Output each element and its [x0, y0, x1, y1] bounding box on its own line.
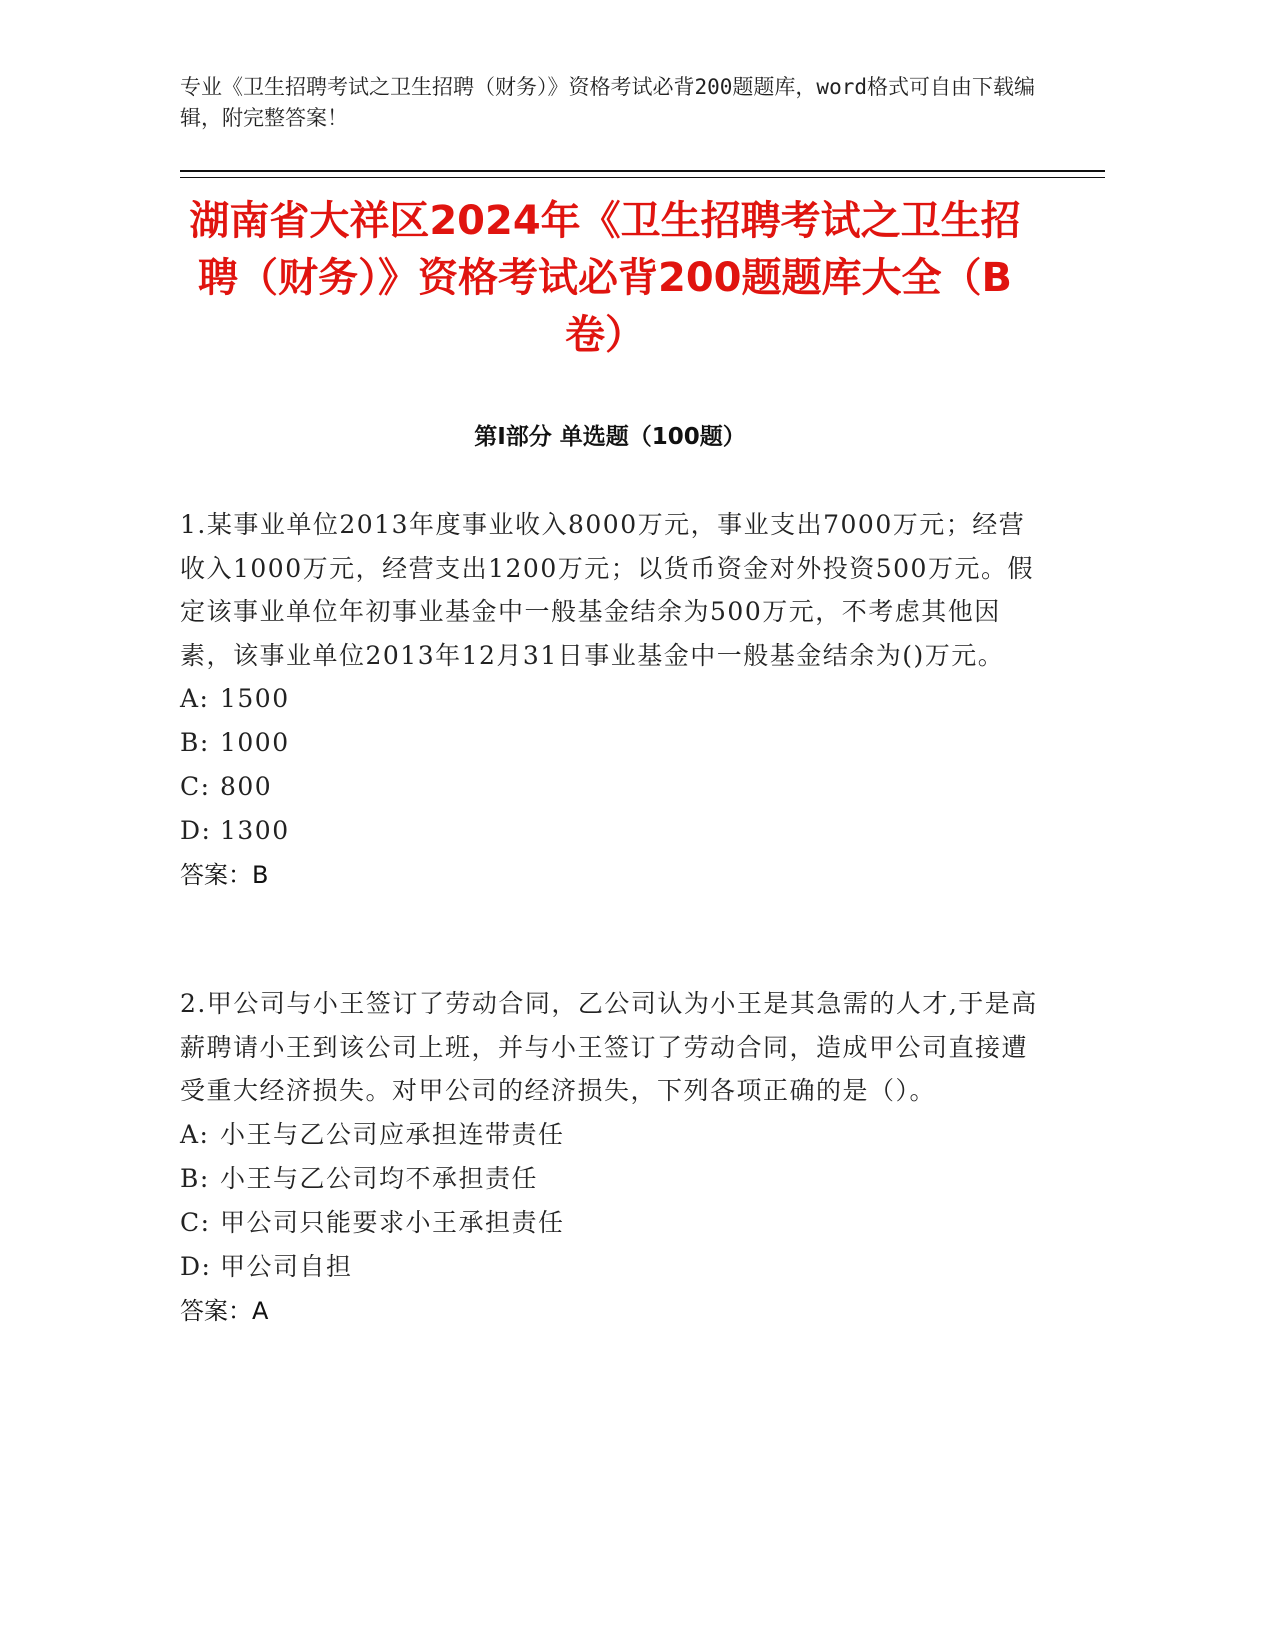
option-label: D:: [180, 816, 212, 845]
question-stem: 1.某事业单位2013年度事业收入8000万元，事业支出7000万元；经营收入1000万元，经营支出1200万元；以货币资金对外投资500万元。假定该事业单位年初事业基金中一般基金结余为500万元，不考虑其他因素，该事业单位2013年12月31日事业基金中一般基金结余为()万元。: [180, 510, 1034, 670]
option-label: A:: [180, 684, 210, 713]
header-note: 专业《卫生招聘考试之卫生招聘（财务）》资格考试必背200题题库，word格式可自由下载编辑，附完整答案！: [180, 75, 1035, 130]
option-text: 小王与乙公司应承担连带责任: [220, 1119, 565, 1149]
option-text: 小王与乙公司均不承担责任: [220, 1163, 539, 1193]
question-1: [180, 503, 1040, 897]
answer: 答案：B: [180, 861, 269, 889]
option-text: 甲公司自担: [220, 1251, 353, 1281]
option-d: [180, 1245, 1040, 1289]
section-heading: 第Ⅰ部分 单选题（100题）: [474, 424, 746, 450]
header-divider-thick: [180, 170, 1105, 172]
option-label: A:: [180, 1119, 210, 1149]
option-label: B:: [180, 1163, 210, 1193]
question-2: [180, 982, 1040, 1333]
option-a: [180, 677, 1040, 721]
option-text: 1300: [220, 816, 290, 845]
option-d: [180, 809, 1040, 853]
option-text: 800: [220, 772, 273, 801]
header-divider-thin: [180, 177, 1105, 178]
option-a: [180, 1113, 1040, 1157]
option-c: [180, 1201, 1040, 1245]
option-label: C:: [180, 1207, 211, 1237]
question-stem: 2.甲公司与小王签订了劳动合同，乙公司认为小王是其急需的人才,于是高薪聘请小王到该公司上班，并与小王签订了劳动合同，造成甲公司直接遭受重大经济损失。对甲公司的经济损失，下列各项正确的是（）。: [180, 989, 1038, 1105]
answer: 答案：A: [180, 1296, 269, 1325]
option-label: D:: [180, 1251, 212, 1281]
option-text: 甲公司只能要求小王承担责任: [220, 1207, 565, 1237]
option-label: C:: [180, 772, 211, 801]
document-title: 湖南省大祥区2024年《卫生招聘考试之卫生招聘（财务）》资格考试必背200题题库大全（B卷）: [189, 198, 1021, 358]
option-label: B:: [180, 728, 210, 757]
option-text: 1500: [220, 684, 290, 713]
option-b: [180, 721, 1040, 765]
option-b: [180, 1157, 1040, 1201]
option-c: [180, 765, 1040, 809]
option-text: 1000: [220, 728, 290, 757]
